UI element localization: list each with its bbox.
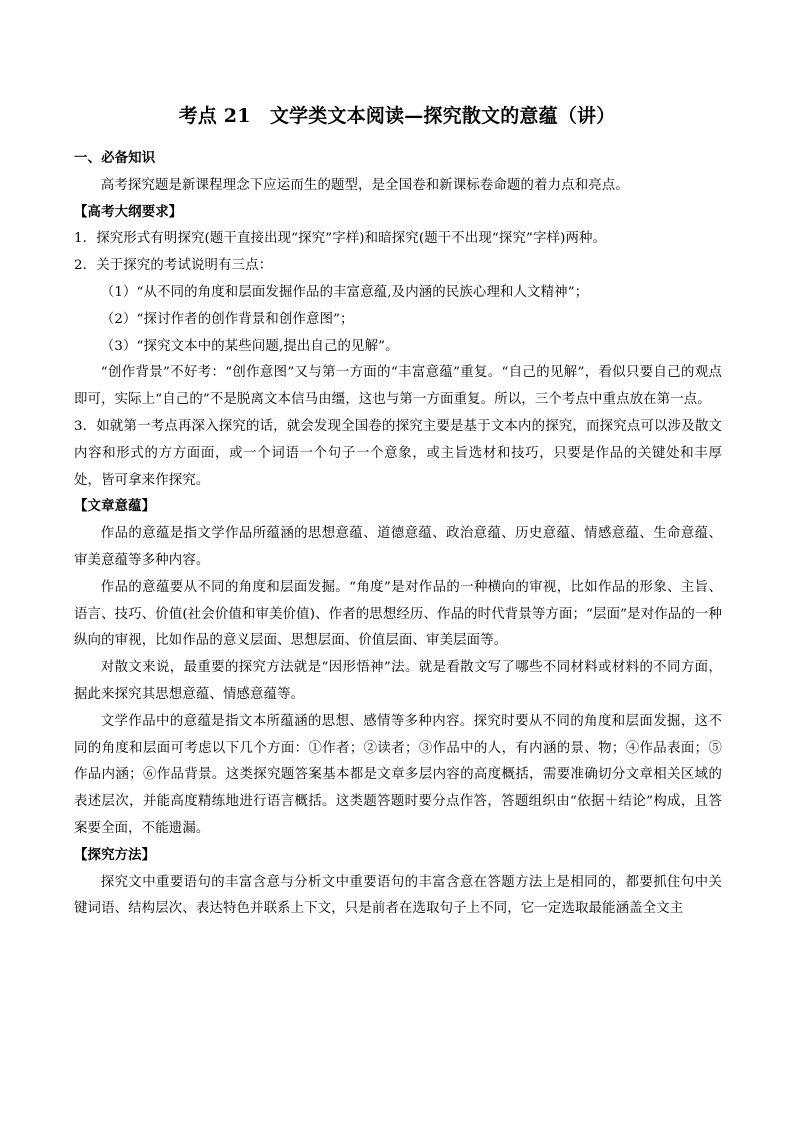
outline-item-2-sub-1: （1）“从不同的角度和层面发掘作品的丰富意蕴,及内涵的民族心理和人文精神”； — [100, 284, 589, 300]
outline-item-2-sub-3: （3）“探究文本中的某些问题,提出自己的见解”。 — [100, 338, 399, 354]
outline-note-paragraph: “创作背景”不好考：“创作意图”又与第一方面的“丰富意蕴”重复。“自己的见解”，看似只要自己的观点即可，实际上“自己的”不是脱离文本信马由缰，这也与第一方面重复。所以，三个考点中重点放在第一点。 — [74, 365, 722, 408]
page-title: 考点 21 文学类文本阅读—探究散文的意蕴（讲） — [178, 105, 616, 127]
meaning-paragraph-1: 作品的意蕴是指文学作品所蕴涵的思想意蕴、道德意蕴、政治意蕴、历史意蕴、情感意蕴、生命意蕴、审美意蕴等多种内容。 — [74, 526, 722, 568]
heading-exam-outline: 【高考大纲要求】 — [74, 204, 183, 220]
section-heading-required-knowledge: 一、必备知识 — [74, 151, 156, 166]
method-paragraph-1: 探究文中重要语句的丰富含意与分析文中重要语句的丰富含意在答题方法上是相同的，都要抓住句中关键词语、结构层次、表达特色并联系上下文，只是前者在选取句子上不同，它一定选取最能涵盖全文主 — [74, 874, 722, 917]
outline-item-1: 1．探究形式有明探究(题干直接出现“探究”字样)和暗探究(题干不出现“探究”字样)两种。 — [74, 231, 607, 247]
heading-inquiry-method: 【探究方法】 — [74, 847, 156, 863]
meaning-paragraph-2: 作品的意蕴要从不同的角度和层面发掘。“角度”是对作品的一种横向的审视，比如作品的形象、主旨、语言、技巧、价值(社会价值和审美价值)、作者的思想经历、作品的时代背景等方面；“层面”是对作品的一种纵向的审视，比如作品的意义层面、思想层面、价值层面、审美层面等。 — [74, 579, 722, 649]
outline-item-2-sub-2: （2）“探讨作者的创作背景和创作意图”； — [100, 311, 354, 327]
meaning-paragraph-4: 文学作品中的意蕴是指文本所蕴涵的思想、感情等多种内容。探究时要从不同的角度和层面发掘，这不同的角度和层面可考虑以下几个方面：①作者；②读者；③作品中的人，有内涵的景、物；④作品表面；⑤作品内涵；⑥作品背景。这类探究题答案基本都是文章多层内容的高度概括，需要准确切分文章相关区域的表述层次，并能高度精练地进行语言概括。这类题答题时要分点作答，答题组织由“依据＋结论”构成，且答案要全面，不能遗漏。 — [74, 713, 722, 836]
outline-item-2: 2．关于探究的考试说明有三点： — [74, 258, 273, 274]
heading-text-meaning: 【文章意蕴】 — [74, 499, 156, 515]
document-body — [74, 146, 722, 923]
outline-item-3: 3．如就第一考点再深入探究的话，就会发现全国卷的探究主要是基于文本内的探究，而探究点可以涉及散文内容和形式的方方面面，或一个词语一个句子一个意象，或主旨选材和技巧，只要是作品的关键处和丰厚处，皆可拿来作探究。 — [74, 418, 722, 488]
meaning-paragraph-3: 对散文来说，最重要的探究方法就是“因形悟神”法。就是看散文写了哪些不同材料或材料的不同方面，据此来探究其思想意蕴、情感意蕴等。 — [74, 660, 722, 702]
intro-paragraph: 高考探究题是新课程理念下应运而生的题型，是全国卷和新课标卷命题的着力点和亮点。 — [100, 177, 629, 193]
